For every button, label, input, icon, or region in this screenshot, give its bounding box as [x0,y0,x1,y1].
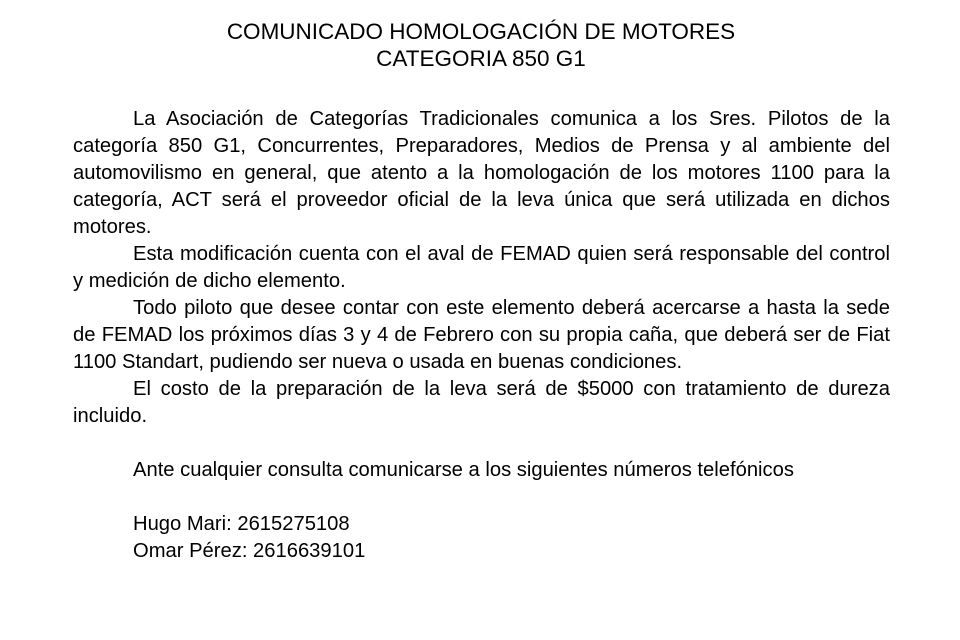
contact-hugo-mari: Hugo Mari: 2615275108 [133,513,350,535]
paragraph-consult: Ante cualquier consulta comunicarse a los siguientes números telefónicos [133,459,794,481]
title-line-1: COMUNICADO HOMOLOGACIÓN DE MOTORES [226,19,736,44]
contact-omar-perez: Omar Pérez: 2616639101 [133,540,366,562]
paragraph-announcement: La Asociación de Categorías Tradicionales comunica a los Sres. Pilotos de la categoría 850 G1, Concurrentes, Preparadores, Medios de Prensa y al ambiente del automovilismo en general, que atento a la homologación de los motores 1100 para la categoría, ACT será el proveedor oficial de la leva única que será utilizada en dichos motores. [73,108,890,238]
paragraph-cost: El costo de la preparación de la leva será de $5000 con tratamiento de dureza incluido. [73,378,890,427]
title-line-2: CATEGORIA 850 G1 [376,46,586,71]
spacer [73,430,890,457]
paragraph-pilot-instructions: Todo piloto que desee contar con este elemento deberá acercarse a hasta la sede de FEMAD los próximos días 3 y 4 de Febrero con su propia caña, que deberá ser de Fiat 1100 Standart, pudiendo ser nueva o usada en buenas condiciones. [73,297,890,373]
document-title [0,18,960,72]
paragraph-femad-endorsement: Esta modificación cuenta con el aval de FEMAD quien será responsable del control y medición de dicho elemento. [73,243,890,292]
spacer [73,484,890,511]
document-body [73,106,890,565]
